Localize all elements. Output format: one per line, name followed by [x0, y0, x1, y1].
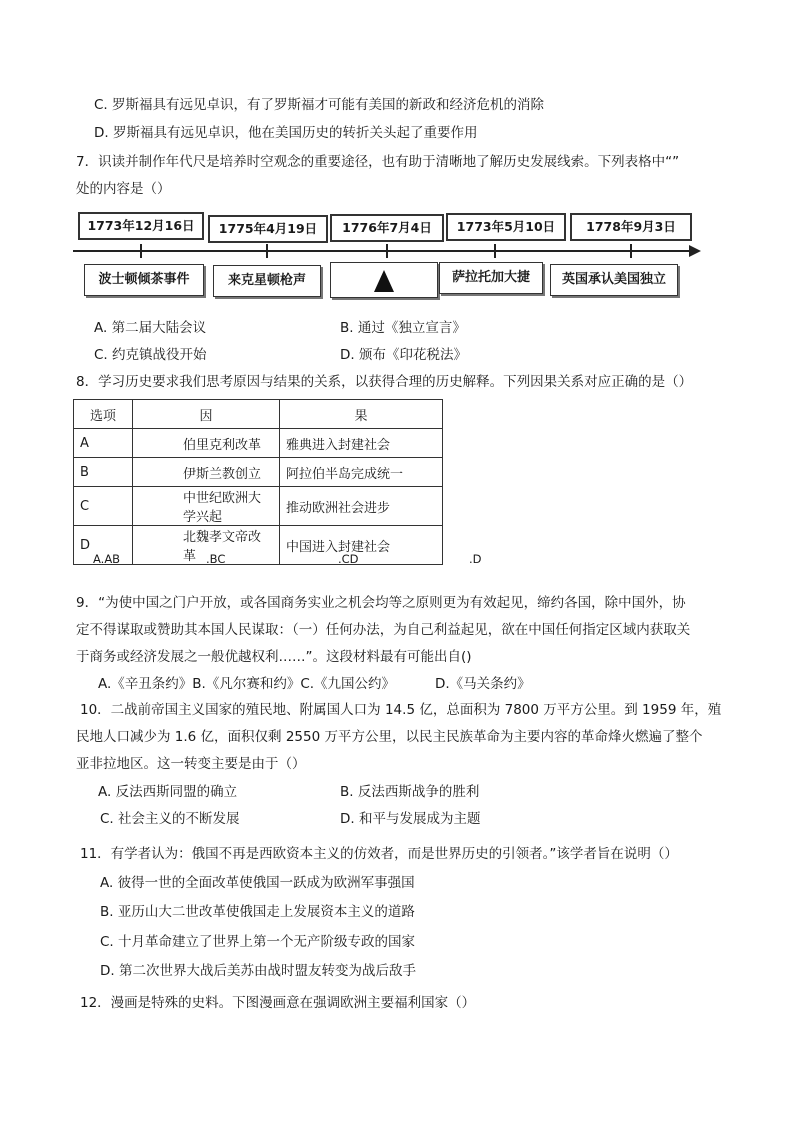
q10-stem-line1: 10．二战前帝国主义国家的殖民地、附属国人口为 14.5 亿，总面积为 7800 万平方公里。到 1959 年，殖 [80, 702, 722, 718]
timeline-arrow-icon [689, 245, 701, 257]
timeline-tick [630, 244, 632, 258]
q7-stem-line2: 处的内容是（） [76, 181, 171, 197]
q8-answer-b: .BC [206, 552, 226, 566]
timeline-date-2: 1775年4月19日 [208, 215, 328, 243]
q10-option-a: A. 反法西斯同盟的确立 [98, 784, 238, 800]
q8-answer-c: .CD [338, 552, 359, 566]
q11-stem: 11．有学者认为：俄国不再是西欧资本主义的仿效者，而是世界历史的引领者。”该学者旨在说明（） [80, 846, 678, 862]
q6-option-c: C. 罗斯福具有远见卓识，有了罗斯福才可能有美国的新政和经济危机的消除 [94, 97, 545, 113]
q7-option-c: C. 约克镇战役开始 [94, 347, 207, 363]
timeline-date-3: 1776年7月4日 [330, 214, 444, 242]
timeline-event-5: 英国承认美国独立 [550, 264, 678, 296]
q10-option-b: B. 反法西斯战争的胜利 [340, 784, 480, 800]
table-cell: 中世纪欧洲大学兴起 [133, 487, 280, 526]
q8-answer-d: .D [469, 552, 482, 566]
timeline-date-1: 1773年12月16日 [78, 212, 204, 240]
q11-option-c: C. 十月革命建立了世界上第一个无产阶级专政的国家 [100, 934, 416, 950]
table-row [74, 458, 443, 487]
table-cell: D [74, 526, 133, 565]
timeline-event-1: 波士顿倾茶事件 [84, 264, 204, 296]
timeline-tick [386, 244, 388, 258]
timeline-tick [140, 244, 142, 258]
table-cell: B [74, 458, 133, 487]
table-cell: 中国进入封建社会 [280, 526, 443, 565]
timeline-tick [494, 244, 496, 258]
table-row [74, 429, 443, 458]
q7-stem-line1: 7．识读并制作年代尺是培养时空观念的重要途径，也有助于清晰地了解历史发展线索。下列表格中“” [76, 154, 680, 170]
timeline-date-4: 1773年5月10日 [446, 213, 566, 241]
q11-option-a: A. 彼得一世的全面改革使俄国一跃成为欧洲军事强国 [100, 875, 415, 891]
q9-stem-line1: 9．“为使中国之门户开放，或各国商务实业之机会均等之原则更为有效起见，缔约各国，除中国外，协 [76, 595, 686, 611]
table-cell: 伯里克利改革 [133, 429, 280, 458]
timeline-event-4: 萨拉托加大捷 [439, 262, 543, 294]
q11-option-b: B. 亚历山大二世改革使俄国走上发展资本主义的道路 [100, 904, 415, 920]
q10-option-d: D. 和平与发展成为主题 [340, 811, 481, 827]
q10-option-c: C. 社会主义的不断发展 [100, 811, 240, 827]
q9-stem-line3: 于商务或经济发展之一般优越权利……”。这段材料最有可能出自() [76, 649, 472, 665]
q9-options-abc: A.《辛丑条约》B.《凡尔赛和约》C.《九国公约》 [98, 676, 396, 692]
q9-stem-line2: 定不得谋取或赞助其本国人民谋取：（一）任何办法，为自己利益起见，欲在中国任何指定区域内获取关 [76, 622, 691, 638]
timeline-event-2: 来克星顿枪声 [213, 265, 321, 297]
q11-option-d: D. 第二次世界大战后美苏由战时盟友转变为战后敌手 [100, 963, 416, 979]
timeline-date-5: 1778年9月3日 [570, 213, 692, 241]
table-cell: 阿拉伯半岛完成统一 [280, 458, 443, 487]
table-cell: 雅典进入封建社会 [280, 429, 443, 458]
q8-answer-a: A.AB [93, 552, 121, 566]
table-cell: 北魏孝文帝改革 [133, 526, 280, 565]
q10-stem-line2: 民地人口减少为 1.6 亿，面积仅剩 2550 万平方公里，以民主民族革命为主要内容的革命烽火燃遍了整个 [76, 729, 703, 745]
q10-stem-line3: 亚非拉地区。这一转变主要是由于（） [76, 756, 306, 772]
table-cell: 伊斯兰教创立 [133, 458, 280, 487]
timeline-event-blank [330, 262, 438, 298]
q8-stem: 8．学习历史要求我们思考原因与结果的关系，以获得合理的历史解释。下列因果关系对应正确的是（） [76, 374, 693, 390]
timeline-axis [73, 250, 695, 252]
q7-option-d: D. 颁布《印花税法》 [340, 347, 467, 363]
q9-option-d: D.《马关条约》 [435, 676, 531, 692]
q7-option-a: A. 第二届大陆会议 [94, 320, 207, 336]
table-row [74, 526, 443, 565]
table-header: 因 [133, 400, 280, 429]
table-header-row [74, 400, 443, 429]
q12-stem: 12．漫画是特殊的史料。下图漫画意在强调欧洲主要福利国家（） [80, 995, 476, 1011]
table-cell: 推动欧洲社会进步 [280, 487, 443, 526]
table-cell: A [74, 429, 133, 458]
table-cell: C [74, 487, 133, 526]
q6-option-d: D. 罗斯福具有远见卓识，他在美国历史的转折关头起了重要作用 [94, 125, 478, 141]
table-row [74, 487, 443, 526]
triangle-marker-icon [374, 270, 394, 292]
q7-option-b: B. 通过《独立宣言》 [340, 320, 466, 336]
timeline-tick [266, 244, 268, 258]
cause-effect-table [73, 399, 443, 565]
table-header: 果 [280, 400, 443, 429]
table-header: 选项 [74, 400, 133, 429]
